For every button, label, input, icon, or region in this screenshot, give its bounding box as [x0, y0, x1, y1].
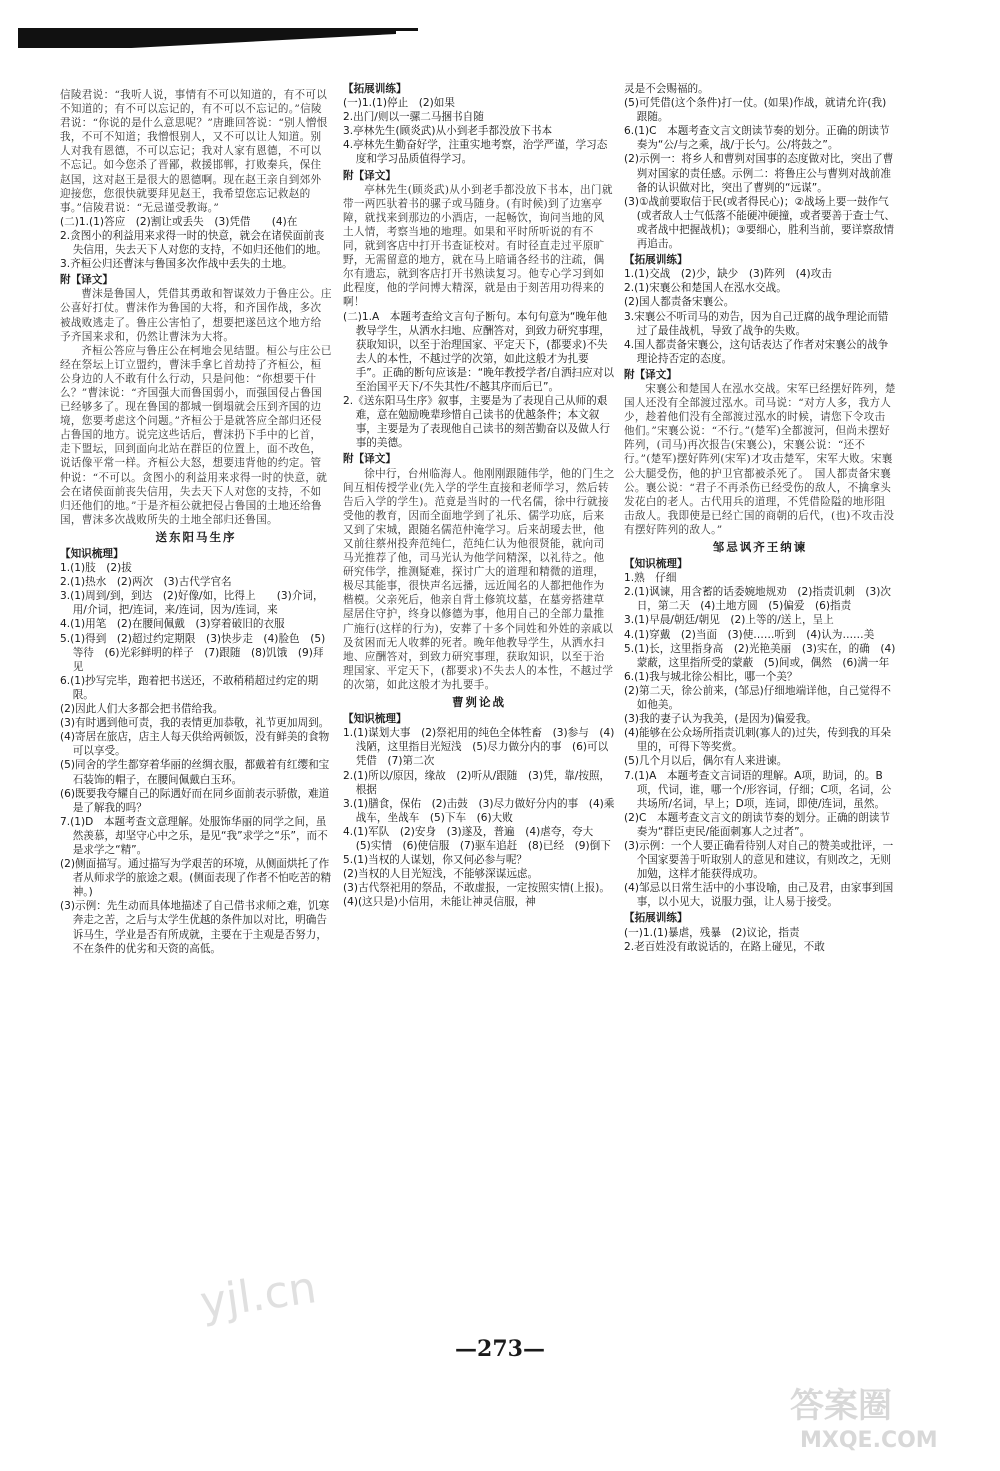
answer-item: (2)侧面描写。通过描写为学艰苦的环境，从侧面烘托了作者从师求学的旅途之艰。(侧面表现了作者不怕吃苦的精神。) — [60, 858, 332, 899]
column-3 — [624, 83, 896, 954]
answer-item: 2.(1)讽谏，用含蓄的话委婉地规劝 (2)指责讥刺 (3)次日，第二天 (4)土地方圆 (5)偏爱 (6)指责 — [624, 586, 891, 613]
section-label: 附【译文】 — [343, 453, 396, 466]
answer-item: 5.(1)长，这里指身高 (2)光艳美丽 (3)实在，的确 (4)蒙蔽，这里指所受的蒙蔽 (5)间或，偶然 (6)满一年 — [624, 642, 896, 669]
answer-item: (3)古代祭祀用的祭品，不敢虚报，一定按照实情(上报)。 — [343, 882, 610, 895]
answer-item: (5)同舍的学生都穿着华丽的丝绸衣服，都戴着有红缨和宝石装饰的帽子，在腰间佩戴白玉环。 — [60, 759, 330, 786]
answer-item: 5.(1)得到 (2)超过约定期限 (3)快步走 (4)脸色 (5)等待 (6)光彩鲜明的样子 (7)跟随 (8)饥饿 (9)拜见 — [60, 632, 326, 673]
answer-item: (3)我的妻子认为我美，(是因为)偏爱我。 — [624, 713, 817, 726]
answer-item: 4.(1)穿戴 (2)当面 (3)使……听到 (4)认为……美 — [624, 628, 875, 641]
section-label: 附【译文】 — [624, 368, 677, 381]
answer-item: 2.(1)热水 (2)两次 (3)古代学官名 — [60, 576, 232, 589]
answer-item: 3.亭林先生(顾炎武)从小到老手都没放下书本 — [343, 125, 553, 138]
translation-text: 齐桓公答应与鲁庄公在柯地会见结盟。桓公与庄公已经在祭坛上订立盟约，曹沫手拿匕首劫持了齐桓公，桓公身边的人不敢有什么行动，只是问他：“你想要干什么？”曹沫说：“齐国强大而鲁国弱小，而强国侵占鲁国已经够多了。现在鲁国的都城一倒塌就会压到齐国的边境，您要考虑这个问题。”齐桓公于是就答应全部归还侵占鲁国的地方。说完这些话后，曹沫扔下手中的匕首，走下盟坛，回到面向北站在群臣的位置上，面不改色，说话像平常一样。齐桓公大怒，想要违背他的约定。管仲说：“不可以。贪图小的利益用来求得一时的快意，就会在诸侯面前丧失信用，失去天下人对您的支持，不如归还他们的地。”于是齐桓公就把侵占鲁国的土地还给鲁国，曹沫多次战败所失的土地全部归还鲁国。 — [60, 344, 332, 526]
answer-item: 3.(1)周到/到，到达 (2)好像/如，比得上 (3)介词，用/介词，把/连词，来/连词，因为/连词，来 — [60, 590, 324, 617]
answer-item: 2.贪图小的利益用来求得一时的快意，就会在诸侯面前丧失信用，失去天下人对您的支持，不如归还他们的地。 — [60, 229, 327, 257]
lesson-title: 曹刿论战 — [452, 695, 506, 710]
answer-item: (4)寄居在旅店，店主人每天供给两顿饭，没有鲜美的食物可以享受。 — [60, 731, 330, 758]
answer-item: 2.老百姓没有敢说话的，在路上碰见，不敢 — [624, 940, 825, 953]
translation-text: 徐中行，台州临海人。他刚刚跟随伟学，他的门生之间互相传授学业(先入学的学生直接和老师学习，然后转告后入学的学生)。范竟是当时的一代名儒，徐中行就接受他的教育，因而全面地学到了礼乐、儒学功底，后来又到了宋城，跟随名儒范仲淹学习。后来胡瑷去世，他又前往蔡州投奔范纯仁，范纯仁认为他很贤能，就向司马光推荐了他，司马光认为他学问精深，以礼待之。他研究伟学，推测疑难，探讨广大的道理和精微的道理，极尽其能事，很快声名远播，远近闻名的人都把他作为楷模。父亲死后，他亲自背土修筑坟墓，在墓旁搭建草屋居住守护，终身以修德为事，他用自己的全部力量推广施行(这样的行为)，安葬了十多个同姓和外姓的亲戚以及贫困而无人收葬的死者。晚年他教导学生，从洒水扫地、应酬答对，到致力研究事理，获取知识，以至于治理国家、平定天下，(都要求)不失去人的本性，不越过学的次第，如此这般才为扎要手。 — [343, 467, 615, 691]
answer-item: (一)1.(1)暴虐，残暴 (2)议论，指责 — [624, 926, 800, 939]
header-bar — [18, 28, 396, 48]
answer-item: 2.出门/则以一骡二马捆书自随 — [343, 111, 484, 124]
answer-item: (2)当权的人目光短浅，不能够深谋远虑。 — [343, 868, 539, 881]
answer-item: (2)示例一：将乡人和曹刿对国事的态度做对比，突出了曹刿对国家的责任感。示例二：将鲁庄公与曹刿对战前准备的认识做对比，突出了曹刿的“远谋”。 — [624, 153, 894, 194]
section-label: 【拓展训练】 — [624, 254, 688, 267]
column-2 — [343, 83, 615, 909]
answer-item: (6)既要我夸耀自己的际遇好而在同乡面前表示骄傲，难道是了解我的吗？ — [60, 787, 330, 814]
answer-item: (3)示例：先生动而具体地描述了自己借书求师之难，饥寒奔走之苦，之后与太学生优越的条件加以对比，明确告诉马生，学业是否有所成就，主要在于主观是否努力，不在条件的优劣和天资的高低。 — [60, 900, 330, 955]
answer-item: 灵是不会赐福的。 — [624, 83, 709, 95]
page-number: —273— — [455, 1336, 545, 1362]
answer-list — [624, 571, 896, 909]
answer-list — [343, 96, 615, 166]
answer-item: 6.(1)我与城北徐公相比，哪一个美？ — [624, 670, 798, 683]
answer-item: (5)几个月以后，偶尔有人来进谏。 — [624, 755, 788, 768]
answer-item: 2.(1)宋襄公和楚国人在泓水交战。 — [624, 282, 787, 295]
answer-item: 3.(1)膳食，保佑 (2)击鼓 (3)尽力做好分内的事 (4)乘战车，坐战车 (5)下车 (6)大败 — [343, 797, 615, 824]
answer-item: 2.《送东阳马生序》叙事，主要是为了表现自己从师的艰难，意在勉励晚辈珍惜自己读书的优越条件；本文叙事，主要是为了表现他自己读书的刻苦勤奋以及做人行事的美德。 — [343, 395, 610, 450]
answer-list — [343, 726, 615, 909]
answer-item: (3)有时遇到他可责，我的表情更加恭敬，礼节更加周到。 — [60, 717, 330, 730]
answer-item: (2)因此人们大多都会把书借给我。 — [60, 703, 224, 716]
answer-item: 6.(1)抄写完毕，跑着把书送还，不敢稍稍超过约定的期限。 — [60, 674, 319, 701]
section-label: 【知识梳理】 — [60, 548, 124, 560]
answer-item: 1.(1)肢 (2)拔 — [60, 562, 132, 575]
answer-item: 7.(1)A 本题考查文言词语的理解。A项，助词，的。B项，代词，谁，哪一个/形容词，仔细；C项，名词，公共场所/名词，早上；D项，连词，即使/连词，虽然。 — [624, 769, 892, 810]
answer-item: 3.宋襄公不听司马的劝告，因为自己迂腐的战争理论而错过了最佳战机，导致了战争的失败。 — [624, 310, 889, 337]
answer-item: 3.(1)早晨/朝廷/朝见 (2)上等的/送上，呈上 — [624, 614, 834, 627]
answer-item: (5)可凭借(这个条件)打一仗。(如果)作战，就请允许(我)跟随。 — [624, 97, 887, 124]
answer-item: 1.(1)谋划大事 (2)祭祀用的纯色全体牲畜 (3)参与 (4)浅陋，这里指目光短浅 (5)尽力做分内的事 (6)可以凭借 (7)第二次 — [343, 727, 615, 768]
translation-text: 信陵君说：“我听人说，事情有不可以知道的，有不可以不知道的；有不可以忘记的，有不可以不忘记的。”信陵君说：“你说的是什么意思呢？”唐雎回答说：“别人憎恨我，不可不知道；我憎恨别人，又不可以让人知道。别人对我有恩德，不可以忘记；我对人家有恩德，不可以不忘记。如今您杀了晋鄙，救援邯郸，打败秦兵，保住赵国，这对赵王是很大的恩德啊。现在赵王亲自到郊外迎接您，您很快就要拜见赵王，我希望您忘记救赵的事。”信陵君说：“无忌谨受教诲。” — [60, 89, 328, 214]
answer-item: (2)国人都责备宋襄公。 — [624, 296, 735, 309]
answer-item: 6.(1)C 本题考查文言文朗读节奏的划分。正确的朗读节奏为“公/与之乘，战/于长勺。公/将鼓之”。 — [624, 125, 890, 152]
translation-text: 曹沫是鲁国人，凭借其勇敢和智谋效力于鲁庄公。庄公喜好打仗。曹沫作为鲁国的大将，和齐国作战，多次被战败逃走了。鲁庄公害怕了，想要把遂邑这个地方给予齐国来求和，仍然让曹沫为大将。 — [60, 288, 332, 343]
section-label: 【拓展训练】 — [343, 83, 407, 95]
answer-item: (二)1.(1)答应 (2)割让或丢失 (3)凭借 (4)在 — [60, 215, 298, 228]
answer-item: 1.(1)交战 (2)少，缺少 (3)阵列 (4)攻击 — [624, 268, 832, 281]
watermark-left: yjl.cn — [197, 1262, 320, 1329]
column-1 — [60, 88, 332, 956]
answer-item: 4.(1)用笔 (2)在腰间佩戴 (3)穿着破旧的衣服 — [60, 618, 285, 631]
answer-list — [624, 267, 896, 366]
answer-item: 4.国人都责备宋襄公，这句话表达了作者对宋襄公的战争理论持否定的态度。 — [624, 338, 889, 365]
answer-item: 4.亭林先生勤奋好学，注重实地考察，治学严谨，学习态度和学习品质值得学习。 — [343, 139, 608, 166]
section-label: 【拓展训练】 — [624, 912, 688, 925]
answer-item: 2.(1)所以/原因，缘故 (2)听从/跟随 (3)凭，靠/按照，根据 — [343, 769, 611, 796]
lesson-title: 送东阳马生序 — [155, 529, 237, 544]
answer-item: (2)C 本题考查文言文的朗读节奏的划分。正确的朗读节奏为“群臣吏民/能面刺寡人之过者”。 — [624, 811, 891, 838]
answer-item: 3.齐桓公归还曹沫与鲁国多次作战中丢失的土地。 — [60, 258, 293, 271]
answer-item: (一)1.(1)停止 (2)如果 — [343, 97, 455, 110]
section-label: 【知识梳理】 — [624, 558, 688, 571]
answer-item: (2)第二天，徐公前来，(邹忌)仔细地端详他，自己觉得不如他美。 — [624, 684, 891, 712]
watermark-right-top: 答案圈 — [790, 1386, 892, 1426]
watermark-right-bottom: MXQE.COM — [800, 1428, 938, 1453]
answer-item: (4)(这只是)小信用，未能让神灵信服，神 — [343, 896, 536, 909]
answer-item: (3)①战前要取信于民(或者得民心)；②战场上要一鼓作气(或者敌人士气低落不能硬冲硬撞，或者要善于查士气、或者战中把握战机)；③要细心，胜利当前，要详察敌情再追击。 — [624, 195, 896, 251]
section-label: 附【译文】 — [343, 169, 396, 182]
answer-item: (4)邹忌以日常生活中的小事设喻，由己及君，由家事到国事，以小见大，说服力强，让人易于接受。 — [624, 882, 894, 909]
answer-item: 1.熟 仔细 — [624, 572, 677, 585]
answer-item: (3)示例：一个人要正确看待别人对自己的赞美或批评，一个国家要善于听取别人的意见和建议，有则改之，无则加勉，这样才能获得成功。 — [624, 839, 894, 881]
answer-list — [624, 82, 896, 251]
translation-text: 宋襄公和楚国人在泓水交战。宋军已经摆好阵列，楚国人还没有全部渡过泓水。司马说：“对方人多，我方人少，趁着他们没有全部渡过泓水的时候，请您下令攻击他们。”宋襄公说：“不行。”(楚军)全都渡河，但尚未摆好阵列，(司马)再次报告(宋襄公)，宋襄公说：“还不行。”(楚军)摆好阵列(宋军)才攻击楚军，宋军大败。宋襄公大腿受伤，他的护卫官都被杀死了。 国人都责备宋襄公。襄公说：“君子不再杀伤已经受伤的敌人，不擒拿头发花白的老人。古代用兵的道理，不凭借险隘的地形阻击敌人。我即使是已经亡国的商朝的后代，(也)不攻击没有摆好阵列的敌人。” — [624, 382, 896, 536]
lesson-title: 邹忌讽齐王纳谏 — [712, 540, 808, 554]
answer-item: 4.(1)军队 (2)安身 (3)遂及，普遍 (4)虐夸，夸大 (5)实情 (6)使信服 (7)驱车追赶 (8)已经 (9)倒下 — [343, 825, 611, 852]
section-label: 【知识梳理】 — [343, 713, 407, 726]
answer-item: 7.(1)D 本题考查文意理解。处服饰华丽的同学之间，虽然羡慕，却坚守心中之乐，是见“我”求学之“乐”，而不是求学之“精”。 — [60, 815, 328, 856]
answer-list — [60, 561, 332, 956]
translation-text: 亭林先生(顾炎武)从小到老手都没放下书本，出门就带一两匹驮着书的骡子或马随身。(有时候)到了边塞亭障，就找来到那边的小酒店，一起畅饮，询问当地的风土人情，考察当地的地理。如果和平时所听说的有不同，就到客店中打开书查证校对。有时径直走过平原旷野，无需留意的地方，就在马上暗诵各经书的注疏，偶尔有遗忘，就到客店打开书熟读复习。他专心学习到如此程度，他的学问博大精深，就是由于刻苦用功得来的啊！ — [343, 183, 613, 309]
answer-list — [624, 926, 896, 954]
answer-item: 5.(1)当权的人谋划，你又何必参与呢？ — [343, 854, 528, 867]
answer-item: (4)能够在公众场所指责讥刺(寡人的)过失，传到我的耳朵里的，可得下等奖赏。 — [624, 727, 891, 754]
answer-item: (二)1.A 本题考查给文言句子断句。本句句意为“晚年他教导学生，从洒水扫地、应酬答对，到致力研究事理，获取知识，以至于治理国家、平定天下，(都要求)不失去人的本性，不越过学的次第，如此这般才为扎要手”。正确的断句应该是：“晚年教授学者/自洒扫应对以至治国平天下/不失其性/不越其序而后已”。 — [343, 310, 614, 393]
section-label: 附【译文】 — [60, 274, 113, 287]
